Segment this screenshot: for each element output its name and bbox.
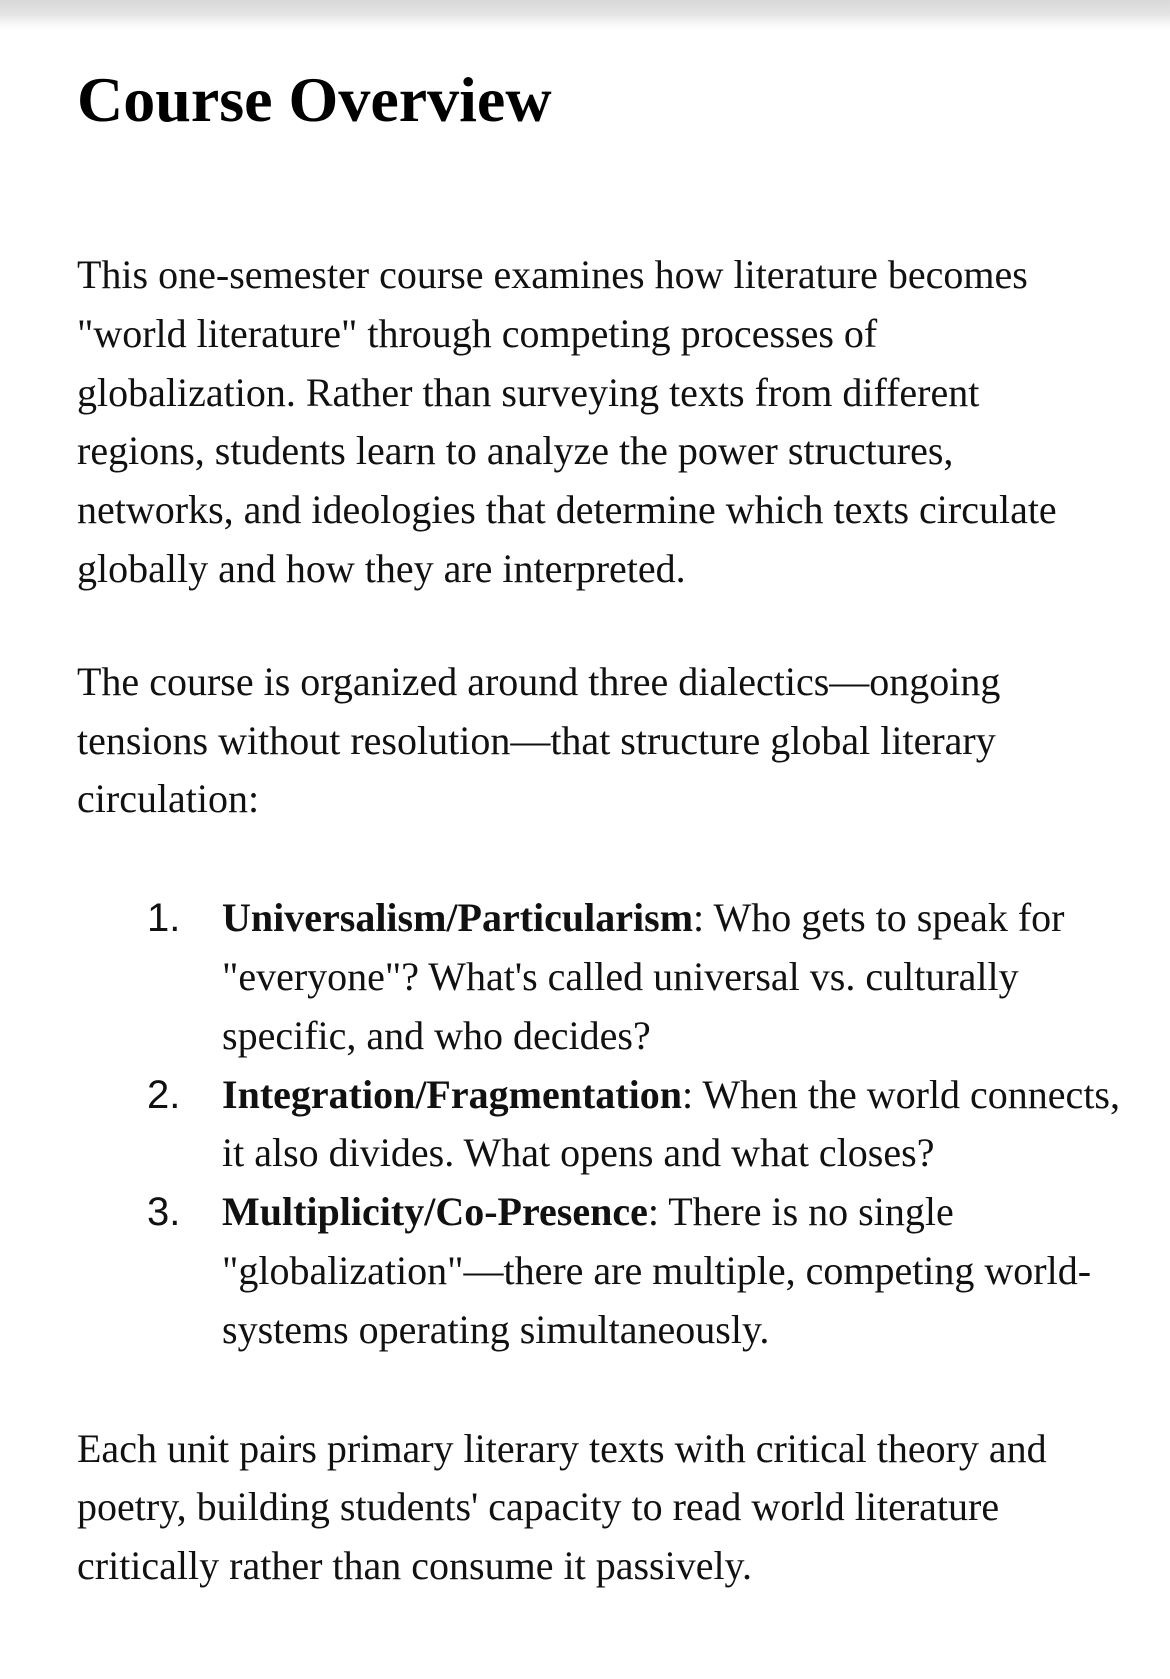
term-separator: : <box>693 895 705 941</box>
dialectic-description: When the world connects, it also divides. What opens and what closes? <box>222 1071 1120 1176</box>
dialectic-term: Multiplicity/Co-Presence <box>222 1189 648 1235</box>
term-separator: : <box>647 1189 659 1235</box>
term-separator: : <box>681 1071 694 1117</box>
dialectic-term: Universalism/Particularism <box>222 895 694 941</box>
dialectic-description: There is no single "globalization"—there are multiple, competing world-systems operating simultaneously. <box>222 1189 1092 1352</box>
dialectic-item-multiplicity <box>77 1183 1132 1359</box>
course-overview-section <box>77 58 1120 1596</box>
dialectics-list <box>77 889 1120 1359</box>
list-number: 2. <box>147 1072 181 1117</box>
closing-paragraph: Each unit pairs primary literary texts with critical theory and poetry, building students' capacity to read world literature critically rather than consume it passively. <box>77 1425 1047 1589</box>
organization-paragraph: The course is organized around three dialectics—ongoing tensions without resolution—that structure global literary circulation: <box>77 658 1001 822</box>
dialectic-item-universalism <box>77 889 1132 1065</box>
list-number: 1. <box>147 896 181 941</box>
dialectic-description: Who gets to speak for "everyone"? What's called universal vs. culturally specific, and who decides? <box>222 895 1065 1058</box>
top-shadow <box>0 0 1170 30</box>
dialectic-term: Integration/Fragmentation <box>222 1071 682 1117</box>
list-number: 3. <box>147 1190 181 1235</box>
intro-paragraph: This one-semester course examines how literature becomes "world literature" through competing processes of globalization. Rather than surveying texts from different regions, students learn to analyze the power structures, networks, and ideologies that determine which texts circulate globally and how they are interpreted. <box>77 252 1057 591</box>
dialectic-item-integration <box>77 1066 1132 1184</box>
page-title: Course Overview <box>77 64 552 135</box>
